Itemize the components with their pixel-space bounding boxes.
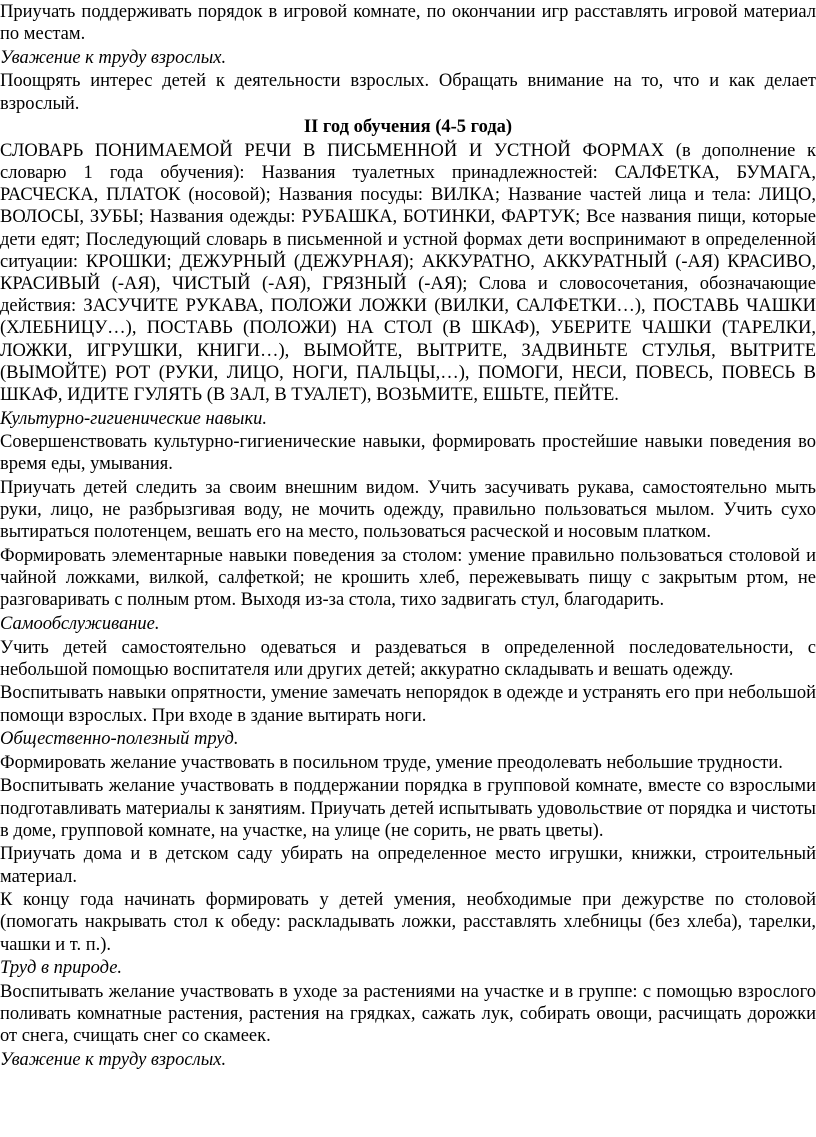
paragraph-table-manners: Формировать элементарные навыки поведения за столом: умение правильно пользоваться столовой и чайной ложками, вилкой, салфеткой; не крошить хлеб, пережевывать пищу с закрытым ртом, не разговаривать с полным ртом. Выходя из-за стола, тихо задвигать стул, благодарить.: [0, 546, 816, 611]
paragraph-adult-activity-interest: Поощрять интерес детей к деятельности взрослых. Обращать внимание на то, что и как делает взрослый.: [0, 71, 816, 114]
paragraph-canteen-duty: К концу года начинать формировать у детей умения, необходимые при дежурстве по столовой (помогать накрывать стол к обеду: раскладывать ложки, расставлять хлебницы (без хлеба), тарелки, чашки и т. п.).: [0, 890, 816, 955]
paragraph-dressing: Учить детей самостоятельно одеваться и раздеваться в определенной последовательности, с небольшой помощью воспитателя или других детей; аккуратно складывать и вешать одежду.: [0, 637, 816, 680]
paragraph-group-order: Воспитывать желание участвовать в поддержании порядка в групповой комнате, вместе со взрослыми подготавливать материалы к занятиям. Приучать детей испытывать удовольствие от порядка и чистоты в доме, групповой комнате, на участке, на улице (не сорить, не рвать цветы).: [0, 776, 816, 841]
paragraph-vocabulary: СЛОВАРЬ ПОНИМАЕМОЙ РЕЧИ В ПИСЬМЕННОЙ И УСТНОЙ ФОРМАХ (в дополнение к словарю 1 года обучения): Названия туалетных принадлежностей: САЛФЕТКА, БУМАГА, РАСЧЕСКА, ПЛАТОК (носовой); Названия посуды: ВИЛКА; Название частей лица и тела: ЛИЦО, ВОЛОСЫ, ЗУБЫ; Названия одежды: РУБАШКА, БОТИНКИ, ФАРТУК; Все названия пищи, которые дети едят; Последующий словарь в письменной и устной формах дети воспринимают в определенной ситуации: КРОШКИ; ДЕЖУРНЫЙ (ДЕЖУРНАЯ); АККУРАТНО, АККУРАТНЫЙ (-АЯ) КРАСИВО, КРАСИВЫЙ (-АЯ), ЧИСТЫЙ (-АЯ), ГРЯЗНЫЙ (-АЯ); Слова и словосочетания, обозначающие действия: ЗАСУЧИТЕ РУКАВА, ПОЛОЖИ ЛОЖКИ (ВИЛКИ, САЛФЕТКИ…), ПОСТАВЬ ЧАШКИ (ХЛЕБНИЦУ…), ПОСТАВЬ (ПОЛОЖИ) НА СТОЛ (В ШКАФ), УБЕРИТЕ ЧАШКИ (ТАРЕЛКИ, ЛОЖКИ, ИГРУШКИ, КНИГИ…), ВЫМОЙТЕ, ВЫТРИТЕ, ЗАДВИНЬТЕ СТУЛЬЯ, ВЫТРИТЕ (ВЫМОЙТЕ) РОТ (РУКИ, ЛИЦО, НОГИ, ПАЛЬЦЫ,…), ПОМОГИ, НЕСИ, ПОВЕСЬ, ПОВЕСЬ В ШКАФ, ИДИТЕ ГУЛЯТЬ (В ЗАЛ, В ТУАЛЕТ), ВОЗЬМИТЕ, ЕШЬТЕ, ПЕЙТЕ.: [0, 140, 816, 406]
section-heading-useful-work: Общественно-полезный труд.: [0, 729, 239, 750]
paragraph-tidy-toys: Приучать дома и в детском саду убирать на определенное место игрушки, книжки, строительный материал.: [0, 844, 816, 887]
paragraph-hygiene-improve: Совершенствовать культурно-гигиенические навыки, формировать простейшие навыки поведения во время еды, умывания.: [0, 432, 816, 475]
section-heading-hygiene-skills: Культурно-гигиенические навыки.: [0, 408, 267, 429]
paragraph-appearance: Приучать детей следить за своим внешним видом. Учить засучивать рукава, самостоятельно мыть руки, лицо, не разбрызгивая воду, не мочить одежду, правильно пользоваться мылом. Учить сухо вытираться полотенцем, вешать его на место, пользоваться расческой и носовым платком.: [0, 478, 816, 543]
section-heading-respect-adult-work: Уважение к труду взрослых.: [0, 47, 227, 68]
paragraph-toy-order: Приучать поддерживать порядок в игровой комнате, по окончании игр расставлять игровой материал по местам.: [0, 2, 816, 45]
paragraph-neatness: Воспитывать навыки опрятности, умение замечать непорядок в одежде и устранять его при небольшой помощи взрослых. При входе в здание вытирать ноги.: [0, 683, 816, 726]
paragraph-work-desire: Формировать желание участвовать в посильном труде, умение преодолевать небольшие трудности.: [0, 752, 783, 773]
section-heading-respect-adult-work-2: Уважение к труду взрослых.: [0, 1049, 227, 1070]
section-heading-nature-work: Труд в природе.: [0, 958, 123, 979]
paragraph-plant-care: Воспитывать желание участвовать в уходе за растениями на участке и в группе: с помощью взрослого поливать комнатные растения, растения на грядках, сажать лук, собирать овощи, расчищать дорожки от снега, счищать снег со скамеек.: [0, 981, 816, 1047]
year-heading: II год обучения (4-5 года): [303, 117, 513, 138]
section-heading-self-service: Самообслуживание.: [0, 614, 160, 634]
